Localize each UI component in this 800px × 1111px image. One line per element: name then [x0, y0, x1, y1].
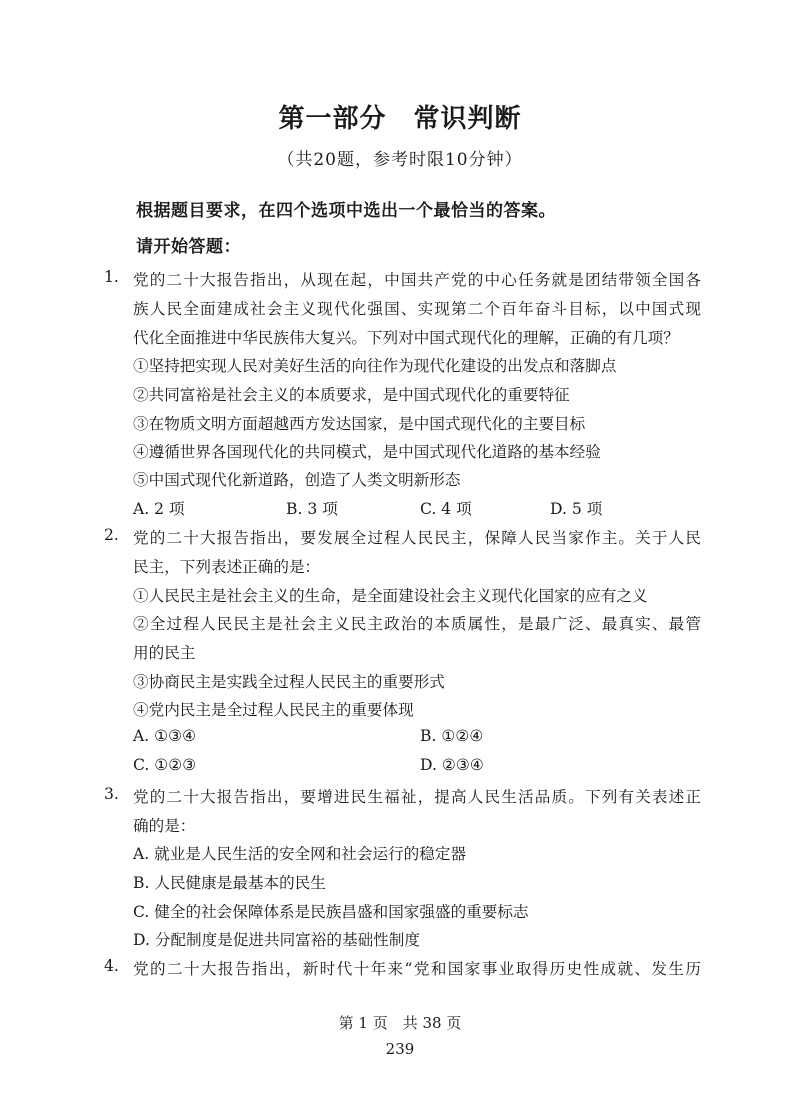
- question-stem-line: 代化全面推进中华民族伟大复兴。下列对中国式现代化的理解，正确的有几项？: [133, 329, 679, 347]
- question-stem-line: 党的二十大报告指出，要发展全过程人民民主，保障人民当家作主。关于人民: [133, 529, 701, 547]
- answer-option-b[interactable]: B. 人民健康是最基本的民生: [133, 874, 326, 892]
- statement-item: 用的民主: [133, 644, 196, 662]
- question-stem-line: 确的是：: [133, 817, 196, 835]
- statement-item: ②共同富裕是社会主义的本质要求，是中国式现代化的重要特征: [133, 386, 570, 404]
- question-stem-line: 党的二十大报告指出，新时代十年来“党和国家事业取得历史性成就、发生历: [133, 960, 701, 978]
- question-number: 2.: [104, 526, 119, 544]
- statement-item: ④党内民主是全过程人民民主的重要体现: [133, 701, 414, 719]
- answer-option-c[interactable]: C. 4 项: [420, 500, 472, 518]
- instruction-line: 根据题目要求，在四个选项中选出一个最恰当的答案。: [136, 201, 556, 221]
- answer-option-b[interactable]: B. 3 项: [286, 500, 338, 518]
- question-number: 1.: [104, 268, 119, 286]
- answer-option-c[interactable]: C. ①②③: [133, 756, 197, 774]
- page-subtitle: （共20题，参考时限10分钟）: [277, 150, 523, 170]
- statement-item: ③在物质文明方面超越西方发达国家，是中国式现代化的主要目标: [133, 415, 586, 433]
- question-stem-line: 党的二十大报告指出，要增进民生福祉，提高人民生活品质。下列有关表述正: [133, 788, 701, 806]
- statement-item: ①人民民主是社会主义的生命，是全面建设社会主义现代化国家的应有之义: [133, 587, 648, 605]
- statement-item: ①坚持把实现人民对美好生活的向往作为现代化建设的出发点和落脚点: [133, 357, 617, 375]
- question-number: 3.: [104, 785, 119, 803]
- answer-option-b[interactable]: B. ①②④: [420, 727, 484, 745]
- question-number: 4.: [104, 957, 119, 975]
- page-title: 第一部分 常识判断: [278, 104, 522, 134]
- question-stem-line: 民主，下列表述正确的是：: [133, 558, 321, 576]
- statement-item: ④遵循世界各国现代化的共同模式，是中国式现代化道路的基本经验: [133, 443, 601, 461]
- answer-option-a[interactable]: A. 就业是人民生活的安全网和社会运行的稳定器: [133, 845, 467, 863]
- answer-option-d[interactable]: D. ②③④: [420, 756, 484, 774]
- statement-item: ⑤中国式现代化新道路，创造了人类文明新形态: [133, 471, 461, 489]
- statement-item: ③协商民主是实践全过程人民民主的重要形式: [133, 673, 445, 691]
- answer-option-c[interactable]: C. 健全的社会保障体系是民族昌盛和国家强盛的重要标志: [133, 903, 529, 921]
- page-counter: 第 1 页 共 38 页: [338, 1014, 462, 1032]
- answer-option-d[interactable]: D. 分配制度是促进共同富裕的基础性制度: [133, 931, 420, 949]
- question-stem-line: 族人民全面建成社会主义现代化强国、实现第二个百年奋斗目标，以中国式现: [133, 300, 701, 318]
- page-number: 239: [385, 1040, 415, 1058]
- answer-option-a[interactable]: A. ①③④: [133, 727, 197, 745]
- answer-option-d[interactable]: D. 5 项: [550, 500, 603, 518]
- question-stem-line: 党的二十大报告指出，从现在起，中国共产党的中心任务就是团结带领全国各: [133, 271, 701, 289]
- statement-item: ②全过程人民民主是社会主义民主政治的本质属性，是最广泛、最真实、最管: [133, 615, 701, 633]
- answer-option-a[interactable]: A. 2 项: [133, 500, 185, 518]
- start-prompt: 请开始答题：: [136, 237, 241, 257]
